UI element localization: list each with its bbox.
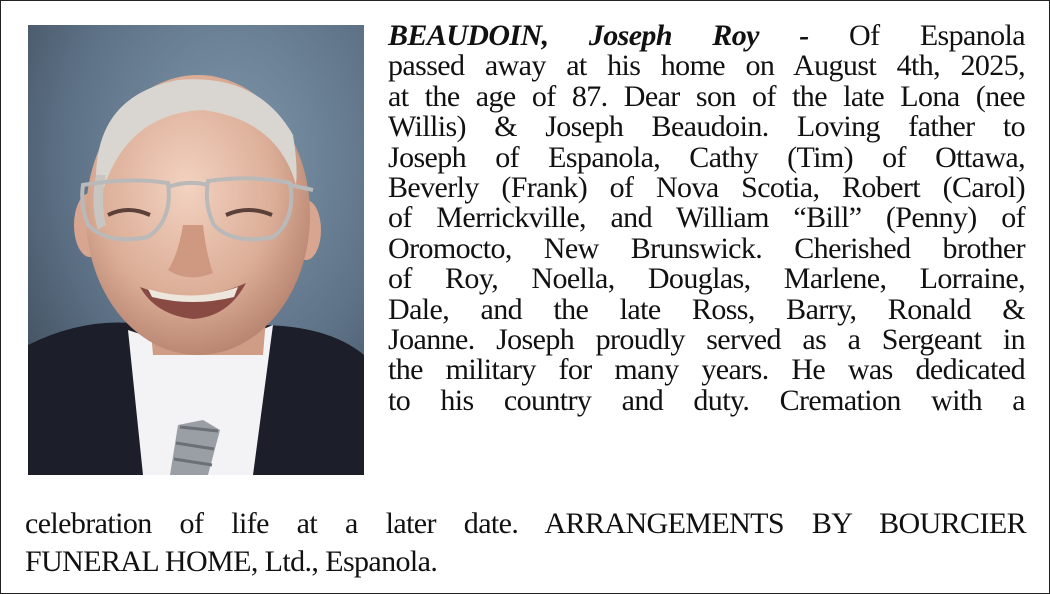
obituary-body — [388, 21, 1025, 416]
obituary-closing-line: FUNERAL HOME, Ltd., Espanola. — [25, 545, 438, 578]
obituary-line: Oromocto, New Brunswick. Cherished brother — [388, 231, 1025, 265]
obituary-line: Willis) & Joseph Beaudoin. Loving father to — [388, 110, 1025, 144]
obituary-line: the military for many years. He was dedicated — [388, 353, 1025, 387]
deceased-name: BEAUDOIN, Joseph Roy - — [388, 19, 809, 52]
obituary-line: of Merrickville, and William “Bill” (Penny) of — [388, 201, 1025, 235]
obituary-line: BEAUDOIN, Joseph Roy - Of Espanola — [388, 19, 1026, 52]
portrait-image — [28, 25, 364, 475]
obituary-line-full-width: celebration of life at a later date. ARRANGEMENTS BY BOURCIER — [25, 507, 1026, 540]
obituary-line: to his country and duty. Cremation with a — [388, 383, 1025, 417]
obituary-line: Joanne. Joseph proudly served as a Sergeant in — [388, 323, 1025, 357]
obituary-line: passed away at his home on August 4th, 2025, — [388, 49, 1025, 83]
portrait-photo — [28, 25, 364, 475]
obituary-line: Beverly (Frank) of Nova Scotia, Robert (Carol) — [388, 171, 1025, 205]
obituary-line: of Roy, Noella, Douglas, Marlene, Lorraine, — [388, 262, 1025, 296]
obituary-line: at the age of 87. Dear son of the late Lona (nee — [388, 79, 1025, 113]
obituary-line: Joseph of Espanola, Cathy (Tim) of Ottawa, — [388, 140, 1025, 174]
obituary-line: Dale, and the late Ross, Barry, Ronald & — [388, 292, 1025, 326]
